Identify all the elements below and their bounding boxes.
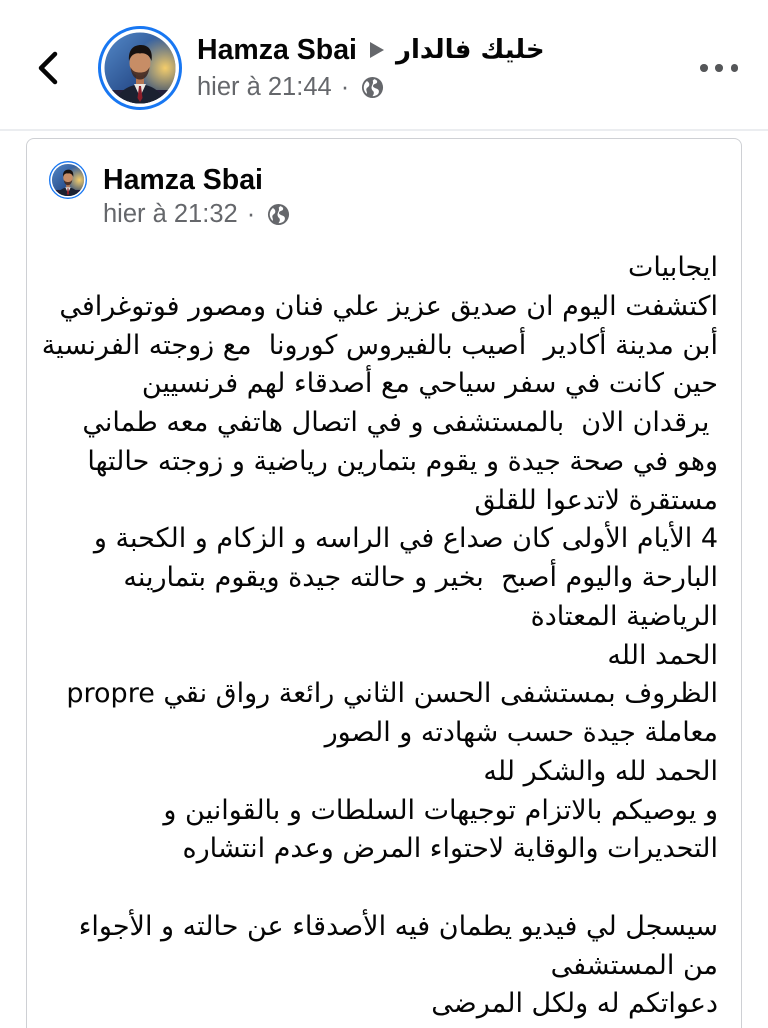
post-timestamp[interactable]: hier à 21:44 <box>197 72 332 101</box>
post-text-line: يرقدان الان بالمستشفى و في اتصال هاتفي معه طماني <box>82 407 718 438</box>
post-text-line: الحمد لله والشكر لله <box>483 755 718 787</box>
post-text-line: مستقرة لاتدعوا للقلق <box>474 484 718 516</box>
post-text-line: البارحة واليوم أصبح بخير و حالته جيدة ويقوم بتمارينه <box>123 562 718 593</box>
shared-post-author-name[interactable]: Hamza Sbai <box>103 164 263 196</box>
shared-post-title <box>103 162 263 198</box>
more-dots-icon <box>715 64 723 72</box>
chevron-left-icon <box>32 48 64 88</box>
more-dots-icon <box>700 64 708 72</box>
meta-separator: · <box>246 199 256 228</box>
post-text-line: معاملة جيدة حسب شهادته و الصور <box>324 717 718 748</box>
post-text-line: أبن مدينة أكادير أصيب بالفيروس كورونا مع زوجته الفرنسية <box>41 329 718 361</box>
author-avatar[interactable] <box>98 26 182 110</box>
post-text-line: دعواتكم له ولكل المرضى <box>431 988 718 1020</box>
post-text-line <box>40 869 718 908</box>
post-text-line: و يوصيكم بالاتزام توجيهات السلطات و بالقوانين و <box>163 794 718 826</box>
shared-post-author-avatar[interactable] <box>49 161 87 199</box>
post-text-line: ايجابيات <box>628 252 718 283</box>
more-options-button[interactable] <box>700 56 738 80</box>
globe-icon <box>361 76 384 99</box>
meta-separator: · <box>340 72 350 101</box>
post-text-line: حين كانت في سفر سياحي مع أصدقاء لهم فرنسيين <box>141 368 718 400</box>
back-button[interactable] <box>30 48 66 88</box>
post-text-line: الرياضية المعتادة <box>530 600 718 632</box>
post-text-line: الظروف بمستشفى الحسن الثاني رائعة رواق نقي propre <box>66 678 718 710</box>
post-text-line: الحمد الله <box>607 639 718 671</box>
post-meta <box>197 71 384 103</box>
shared-post-meta <box>103 198 290 230</box>
post-header-title <box>197 32 545 68</box>
more-dots-icon <box>731 64 739 72</box>
post-text-line: 4 الأيام الأولى كان صداع في الراسه و الزكام و الكحبة و <box>93 523 718 555</box>
shared-post-body <box>40 249 718 1024</box>
arrow-right-icon <box>369 41 385 59</box>
header-divider <box>0 129 768 131</box>
post-text-line: التحديرات والوقاية لاحتواء المرض وعدم انتشاره <box>182 833 718 865</box>
post-text-line: من المستشفى <box>550 949 718 981</box>
group-name[interactable]: خليك فالدار <box>395 35 545 65</box>
post-text-line: اكتشفت اليوم ان صديق عزيز علي فنان ومصور فوتوغرافي <box>59 290 718 322</box>
author-name[interactable]: Hamza Sbai <box>197 34 357 66</box>
globe-icon <box>267 203 290 226</box>
post-text-line: وهو في صحة جيدة و يقوم بتمارين رياضية و زوجته حالتها <box>87 445 718 477</box>
shared-post-timestamp[interactable]: hier à 21:32 <box>103 199 238 228</box>
post-text-line: سيسجل لي فيديو يطمان فيه الأصدقاء عن حالته و الأجواء <box>78 910 718 942</box>
